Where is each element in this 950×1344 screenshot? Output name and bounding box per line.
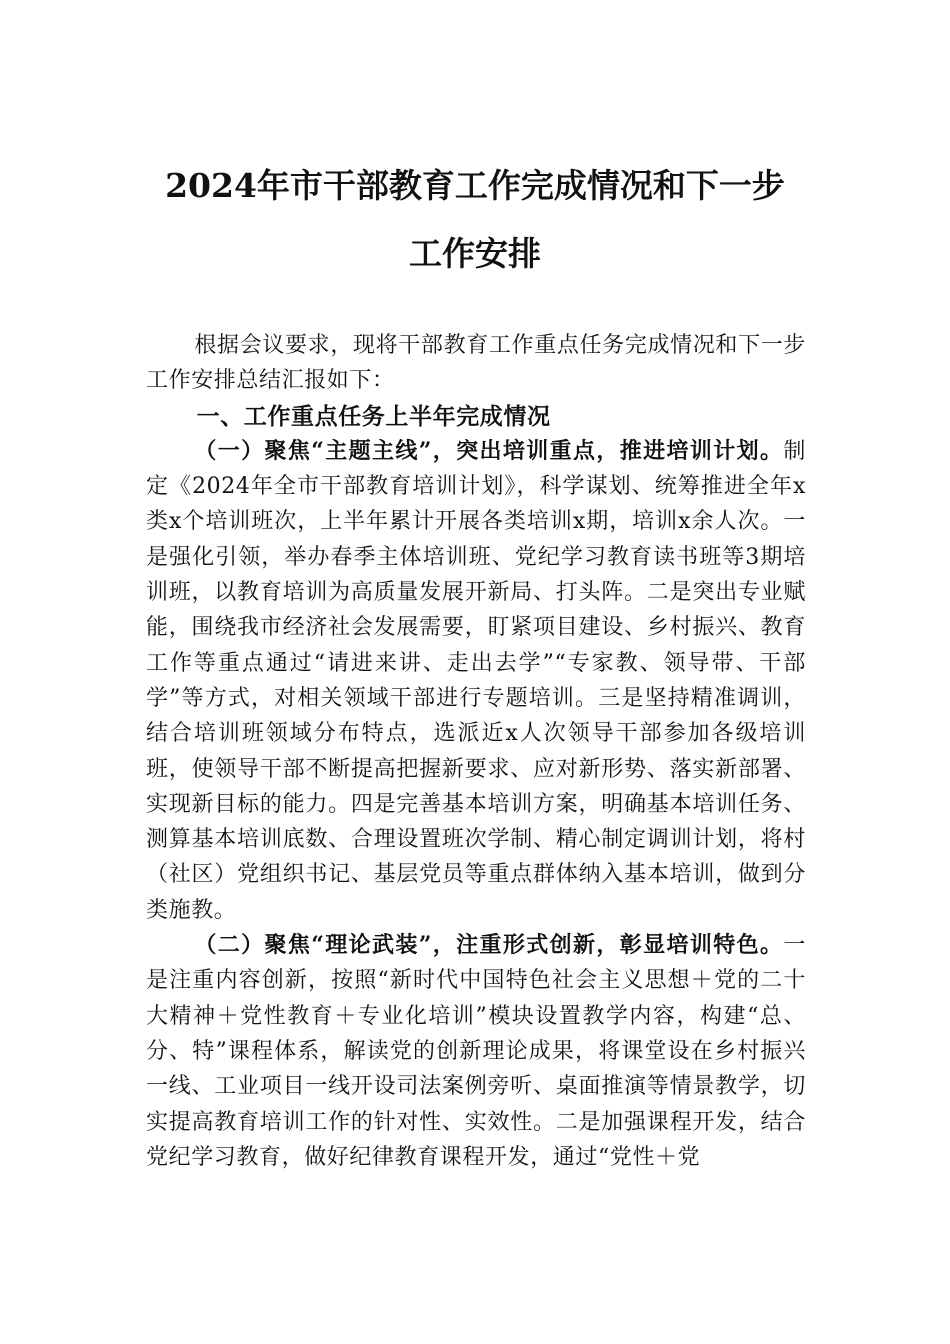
document-title-line-1: 2024年市干部教育工作完成情况和下一步 [165,166,785,205]
paragraph-2-body: 一是注重内容创新，按照“新时代中国特色社会主义思想＋党的二十大精神＋党性教育＋专业化培训”模块设置教学内容，构建“总、分、特”课程体系，解读党的创新理论成果，将课堂设在乡村振兴一线、工业项目一线开设司法案例旁听、桌面推演等情景教学，切实提高教育培训工作的针对性、实效性。二是加强课程开发，结合党纪学习教育，做好纪律教育课程开发，通过“党性＋党 [146,933,806,1170]
intro-paragraph: 根据会议要求，现将干部教育工作重点任务完成情况和下一步工作安排总结汇报如下： [146,333,806,394]
paragraph-1-lead: （一）聚焦“主题主线”，突出培训重点，推进培训计划。 [194,437,784,464]
paragraph-1 [146,434,806,928]
paragraph-2-lead: （二）聚焦“理论武装”，注重形式创新，彰显培训特色。 [194,932,784,959]
section-1-heading: 一、工作重点任务上半年完成情况 [196,402,551,430]
document-body [146,328,806,1175]
paragraph-2 [146,928,806,1175]
paragraph-1-body: 制定《2024年全市干部教育培训计划》，科学谋划、统筹推进全年x类x个培训班次，上半年累计开展各类培训x期，培训x余人次。一是强化引领，举办春季主体培训班、党纪学习教育读书班等3期培训班，以教育培训为高质量发展开新局、打头阵。二是突出专业赋能，围绕我市经济社会发展需要，盯紧项目建设、乡村振兴、教育工作等重点通过“请进来讲、走出去学”“专家教、领导带、干部学”等方式，对相关领域干部进行专题培训。三是坚持精准调训，结合培训班领域分布特点，选派近x人次领导干部参加各级培训班，使领导干部不断提高把握新要求、应对新形势、落实新部署、实现新目标的能力。四是完善基本培训方案，明确基本培训任务、测算基本培训底数、合理设置班次学制、精心制定调训计划，将村（社区）党组织书记、基层党员等重点群体纳入基本培训，做到分类施教。 [146,438,806,923]
document-title-line-2: 工作安排 [409,234,541,273]
